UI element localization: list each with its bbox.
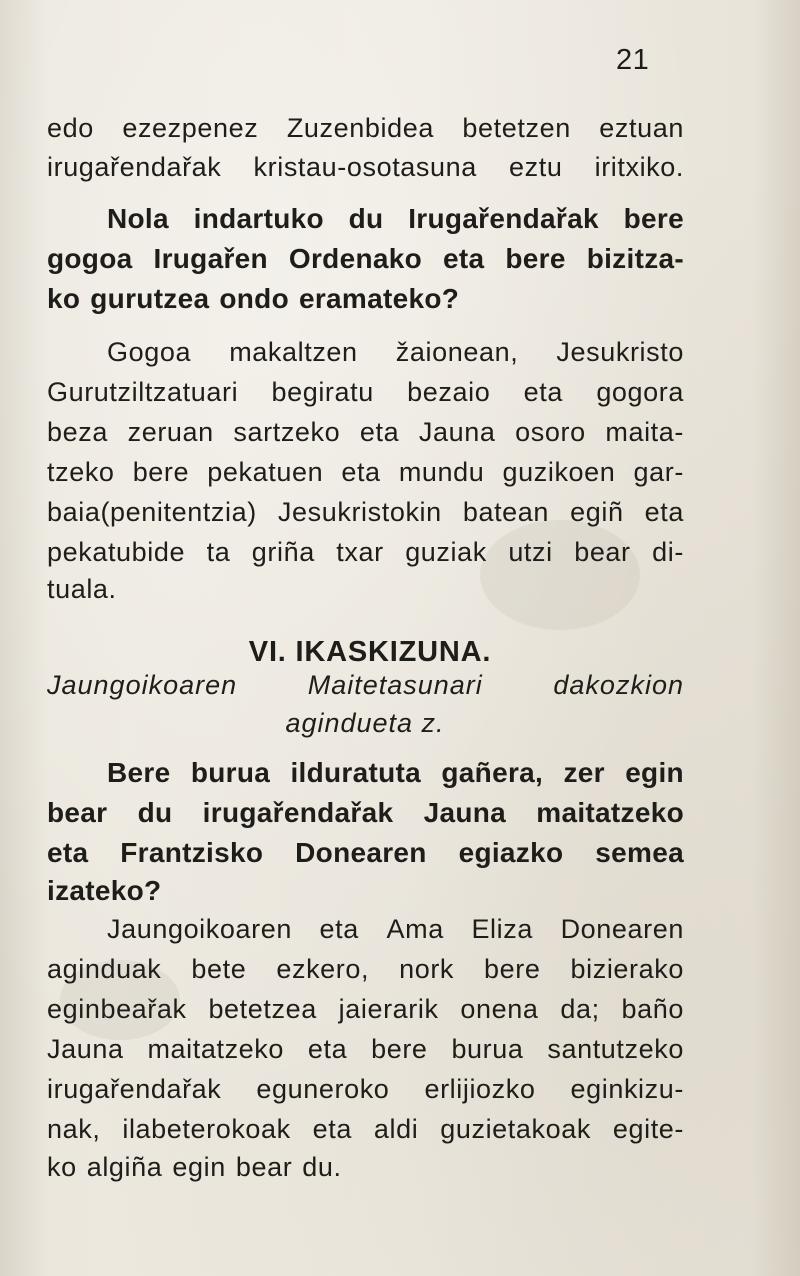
- answer1-line: tuala.: [47, 574, 117, 604]
- question2-line: izateko?: [47, 875, 162, 906]
- section-subtitle-line: Jaungoikoaren Maitetasunari dakozkion: [47, 670, 684, 700]
- answer1-line: tzeko bere pekatuen eta mundu guzikoen gar-: [47, 457, 684, 487]
- section-title: VI. IKASKIZUNA.: [248, 636, 492, 668]
- answer2-line: ko algiña egin bear du.: [47, 1152, 342, 1182]
- answer1-line: baia(penitentzia) Jesukristokin batean egiñ eta: [47, 497, 684, 527]
- intro-line: irugařendařak kristau-osotasuna eztu iritxiko.: [47, 152, 684, 182]
- answer1-line: pekatubide ta griña txar guziak utzi bear di-: [47, 537, 684, 567]
- intro-line: edo ezezpenez Zuzenbidea betetzen eztuan: [47, 113, 684, 143]
- section-subtitle-line: agindueta z.: [285, 708, 445, 738]
- answer2-line: eginbeařak betetzea jaierarik onena da; baño: [47, 994, 684, 1024]
- answer2-line: Jaungoikoaren eta Ama Eliza Donearen: [107, 914, 684, 944]
- answer2-line: aginduak bete ezkero, nork bere bizierako: [47, 954, 684, 984]
- answer2-line: irugařendařak eguneroko erlijiozko eginkizu-: [47, 1074, 684, 1104]
- page-number: 21: [616, 44, 650, 76]
- answer2-line: nak, ilabeterokoak eta aldi guzietakoak egite-: [47, 1114, 684, 1144]
- answer1-line: Gogoa makaltzen žaionean, Jesukristo: [107, 337, 684, 367]
- answer1-line: beza zeruan sartzeko eta Jauna osoro maita-: [47, 417, 684, 447]
- question2-line: Bere burua ilduratuta gañera, zer egin: [107, 757, 684, 788]
- question1-line: gogoa Irugařen Ordenako eta bere bizitza-: [47, 243, 684, 274]
- answer1-line: Gurutziltzatuari begiratu bezaio eta gogora: [47, 377, 684, 407]
- question2-line: bear du irugařendařak Jauna maitatzeko: [47, 797, 684, 828]
- question1-line: Nola indartuko du Irugařendařak bere: [107, 203, 684, 234]
- question2-line: eta Frantzisko Donearen egiazko semea: [47, 837, 684, 868]
- answer2-line: Jauna maitatzeko eta bere burua santutzeko: [47, 1034, 684, 1064]
- question1-line: ko gurutzea ondo eramateko?: [47, 283, 460, 314]
